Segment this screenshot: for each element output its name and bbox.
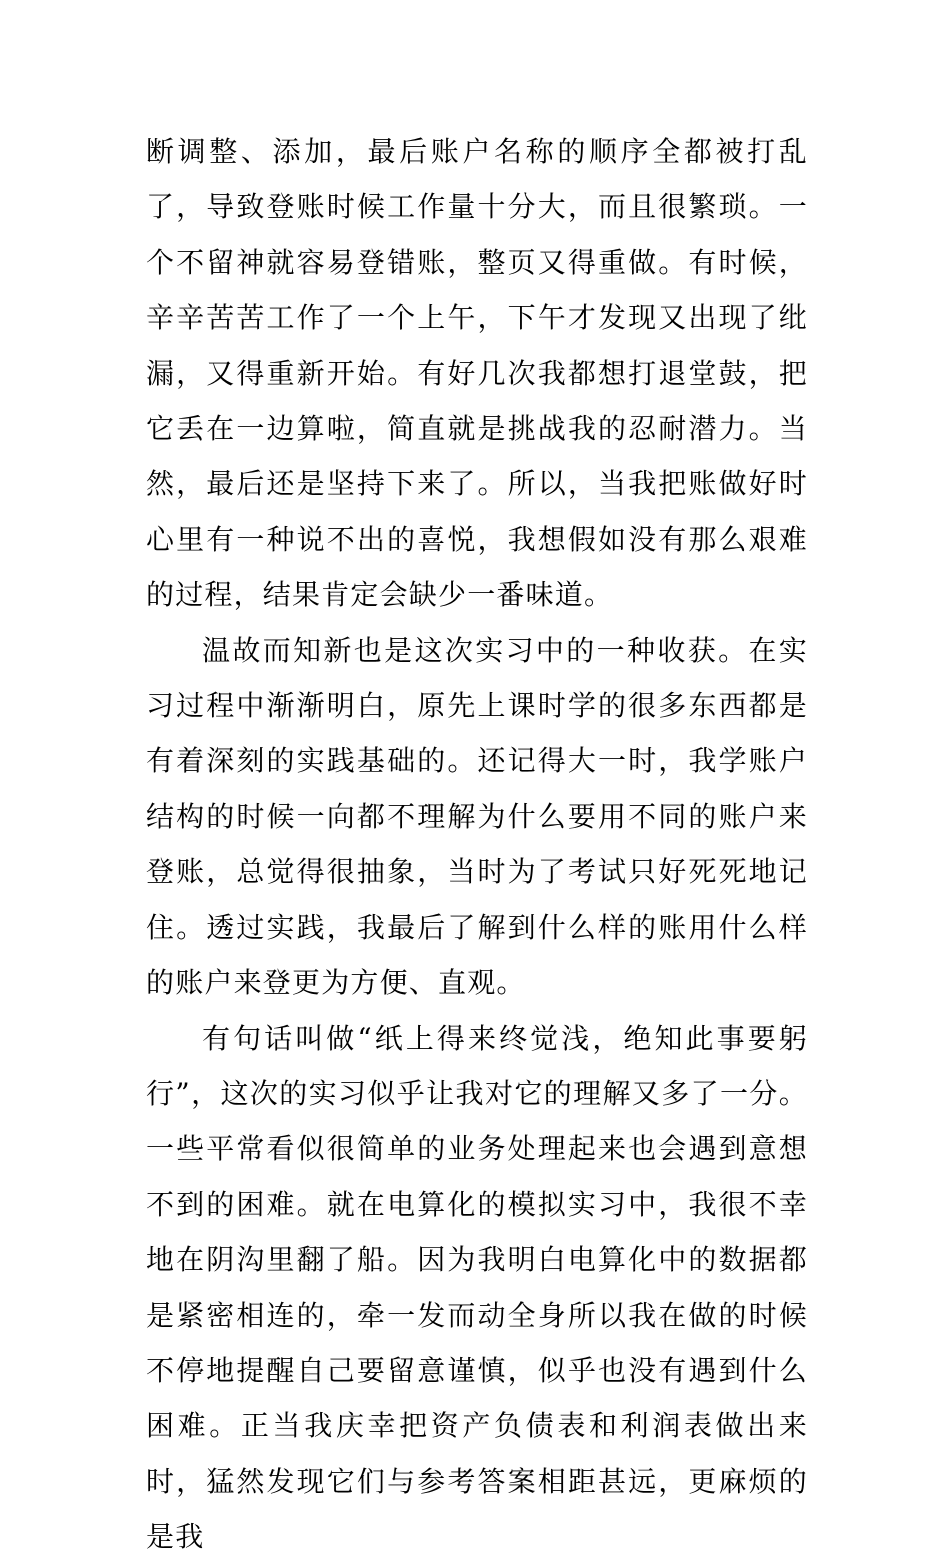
document-body <box>146 124 808 1565</box>
paragraph-continued: 断调整、添加，最后账户名称的顺序全都被打乱了，导致登账时候工作量十分大，而且很繁琐。一个不留神就容易登错账，整页又得重做。有时候，辛辛苦苦工作了一个上午，下午才发现又出现了纰漏，又得重新开始。有好几次我都想打退堂鼓，把它丢在一边算啦，简直就是挑战我的忍耐潜力。当然，最后还是坚持下来了。所以，当我把账做好时心里有一种说不出的喜悦，我想假如没有那么艰难的过程，结果肯定会缺少一番味道。 <box>146 135 808 612</box>
paragraph: 温故而知新也是这次实习中的一种收获。在实习过程中渐渐明白，原先上课时学的很多东西都是有着深刻的实践基础的。还记得大一时，我学账户结构的时候一向都不理解为什么要用不同的账户来登账，总觉得很抽象，当时为了考试只好死死地记住。透过实践，我最后了解到什么样的账用什么样的账户来登更为方便、直观。 <box>146 633 808 1000</box>
paragraph: 有句话叫做“纸上得来终觉浅，绝知此事要躬行”，这次的实习似乎让我对它的理解又多了一分。一些平常看似很简单的业务处理起来也会遇到意想不到的困难。就在电算化的模拟实习中，我很不幸地在阴沟里翻了船。因为我明白电算化中的数据都是紧密相连的，牵一发而动全身所以我在做的时候不停地提醒自己要留意谨慎，似乎也没有遇到什么困难。正当我庆幸把资产负债表和利润表做出来时，猛然发现它们与参考答案相距甚远，更麻烦的是我 <box>146 1021 808 1554</box>
